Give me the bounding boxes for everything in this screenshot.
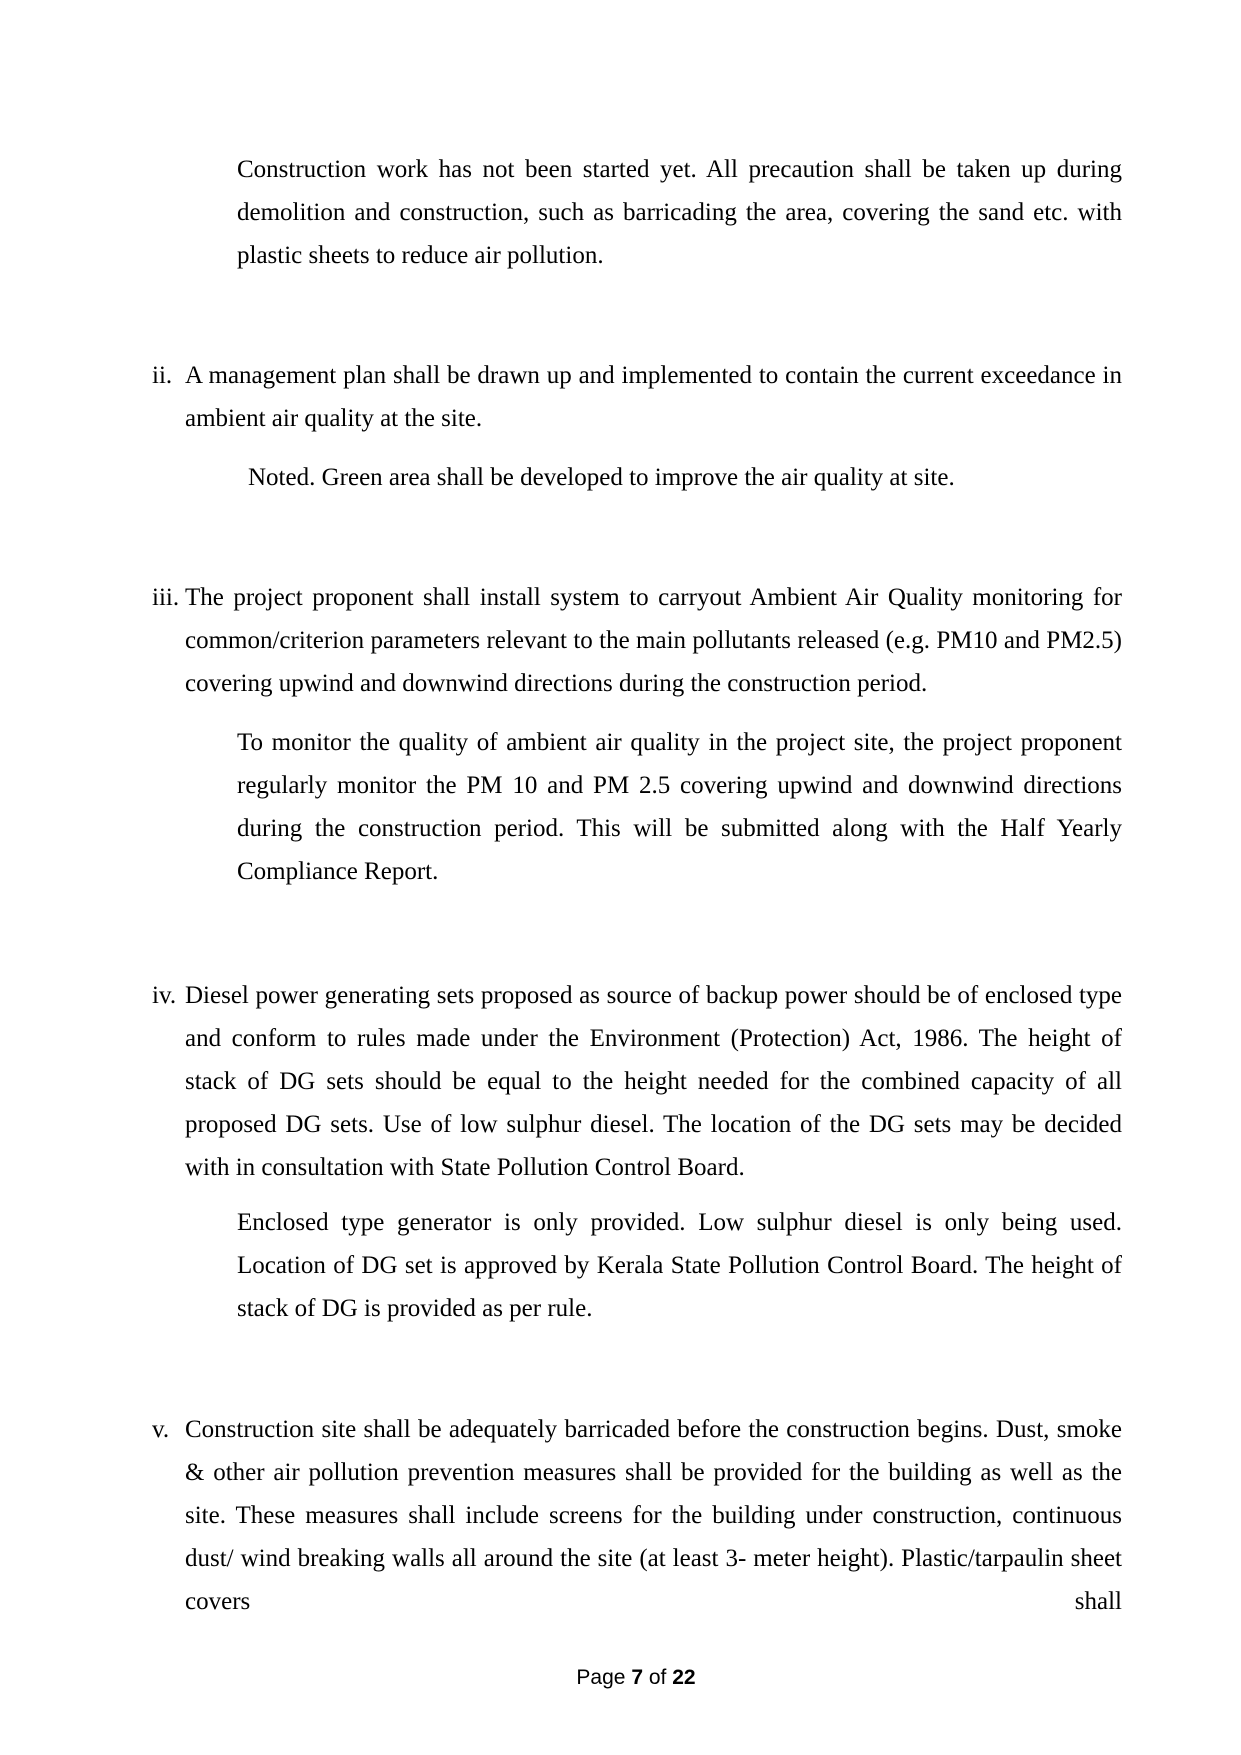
condition-item-iv-text: Diesel power generating sets proposed as source of backup power should be of enclosed type and conform to rules made under the Environment (Protection) Act, 1986. The height of stack of DG sets should be equal to the height needed for the combined capacity of all proposed DG sets. Use of low sulphur diesel. The location of the DG sets may be decided with in consultation with State Pollution Control Board. [185, 982, 1122, 1181]
footer-page-word: Page [576, 1666, 626, 1689]
footer-page-number: 7 [631, 1666, 643, 1689]
list-marker-iii: iii. [152, 584, 180, 611]
response-paragraph-dg-set: Enclosed type generator is only provided. Low sulphur diesel is only being used. Location of DG set is approved by Kerala State Pollution Control Board. The height of stack of DG is provided as per rule. [237, 1209, 1122, 1322]
response-paragraph-air-pollution: Construction work has not been started yet. All precaution shall be taken up during demolition and construction, such as barricading the area, covering the sand etc. with plastic sheets to reduce air pollution. [237, 156, 1122, 269]
footer-total-pages: 22 [672, 1666, 696, 1689]
condition-item-ii [152, 354, 1122, 440]
condition-item-iii-text: The project proponent shall install system to carryout Ambient Air Quality monitoring for common/criterion parameters relevant to the main pollutants released (e.g. PM10 and PM2.5) covering upwind and downwind directions during the construction period. [185, 584, 1122, 697]
condition-item-v [152, 1408, 1122, 1623]
list-marker-iv: iv. [152, 982, 177, 1009]
condition-item-ii-text: A management plan shall be drawn up and implemented to contain the current exceedance in ambient air quality at the site. [185, 362, 1122, 432]
condition-item-iv [152, 974, 1122, 1189]
page-footer [150, 1665, 1122, 1691]
list-marker-ii: ii. [152, 362, 173, 389]
footer-of-word: of [648, 1666, 667, 1689]
response-paragraph-monitoring: To monitor the quality of ambient air quality in the project site, the project proponent regularly monitor the PM 10 and PM 2.5 covering upwind and downwind directions during the construction period. This will be submitted along with the Half Yearly Compliance Report. [237, 729, 1122, 885]
condition-item-iii [152, 576, 1122, 705]
condition-item-v-text: Construction site shall be adequately barricaded before the construction begins. Dust, smoke & other air pollution prevention measures shall be provided for the building as well as the site. These measures shall include screens for the building under construction, continuous dust/ wind breaking walls all around the site (at least 3- meter height). Plastic/tarpaulin sheet covers shall [185, 1416, 1122, 1615]
response-paragraph-noted: Noted. Green area shall be developed to improve the air quality at site. [248, 464, 955, 491]
list-marker-v: v. [152, 1416, 170, 1443]
